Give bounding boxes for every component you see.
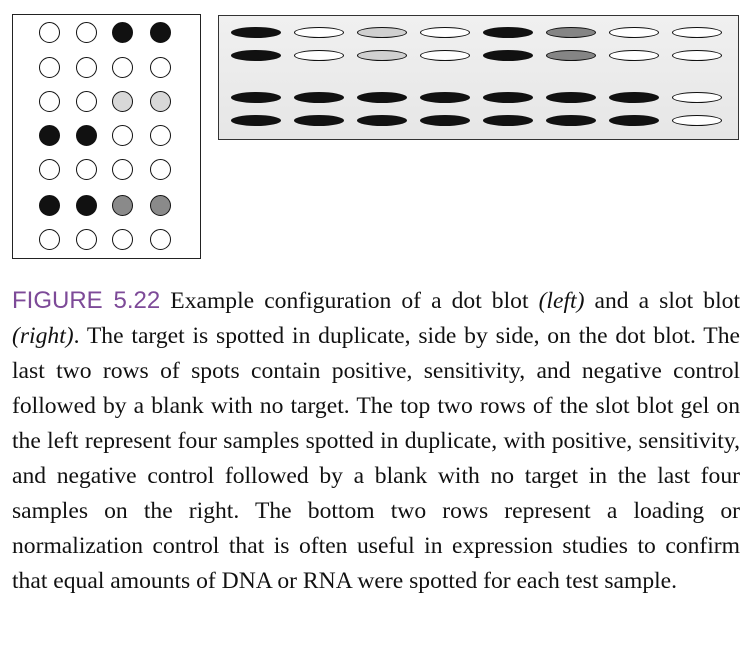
dot-spot [150, 229, 171, 250]
slot-band [420, 92, 470, 103]
slot-band [420, 50, 470, 61]
dot-spot [76, 159, 97, 180]
slot-band [672, 92, 722, 103]
slot-band [483, 92, 533, 103]
slot-band [420, 115, 470, 126]
dot-spot [112, 125, 133, 146]
slot-band [231, 27, 281, 38]
dot-spot [76, 229, 97, 250]
slot-band [483, 115, 533, 126]
slot-band [609, 115, 659, 126]
slot-band [294, 27, 344, 38]
caption-text-1: Example configuration of a dot blot [160, 288, 539, 314]
caption-text-2: and a slot blot [584, 288, 741, 314]
dot-spot [112, 22, 133, 43]
dot-spot [112, 195, 133, 216]
slot-band [546, 27, 596, 38]
dot-spot [112, 229, 133, 250]
slot-band [294, 115, 344, 126]
slot-band [231, 115, 281, 126]
figure-caption [12, 283, 740, 599]
slot-band [672, 50, 722, 61]
figure-label: FIGURE 5.22 [12, 287, 161, 314]
caption-italic-right: (right) [12, 323, 74, 349]
dot-spot [112, 57, 133, 78]
slot-band [357, 115, 407, 126]
dot-spot [150, 159, 171, 180]
dot-spot [39, 125, 60, 146]
dot-spot [76, 91, 97, 112]
dot-spot [76, 57, 97, 78]
slot-band [546, 92, 596, 103]
caption-text-3: . The target is spotted in duplicate, side by side, on the dot blot. The last two rows of spots contain positive, sensitivity, and negative control followed by a blank with no target. The top two rows of the slot blot gel on the left represent four samples spotted in duplicate, with positive, sensitivity, and negative control followed by a blank with no target in the last four samples on the right. The bottom two rows represent a loading or normalization control that is often useful in expression studies to confirm that equal amounts of DNA or RNA were spotted for each test sample. [12, 323, 740, 594]
slot-band [294, 92, 344, 103]
slot-band [231, 92, 281, 103]
dot-spot [39, 159, 60, 180]
slot-band [672, 27, 722, 38]
slot-band [231, 50, 281, 61]
dot-spot [76, 22, 97, 43]
dot-spot [150, 57, 171, 78]
dot-spot [39, 57, 60, 78]
dot-spot [39, 91, 60, 112]
dot-spot [112, 159, 133, 180]
slot-band [357, 27, 407, 38]
dot-spot [76, 125, 97, 146]
slot-band [609, 92, 659, 103]
slot-band [294, 50, 344, 61]
slot-band [609, 27, 659, 38]
dot-spot [76, 195, 97, 216]
slot-band [483, 50, 533, 61]
slot-band [357, 50, 407, 61]
dot-blot-panel [12, 14, 201, 259]
slot-band [420, 27, 470, 38]
slot-band [672, 115, 722, 126]
slot-band [609, 50, 659, 61]
dot-spot [150, 125, 171, 146]
slot-band [546, 115, 596, 126]
dot-spot [150, 22, 171, 43]
slot-band [357, 92, 407, 103]
dot-spot [39, 195, 60, 216]
dot-spot [39, 22, 60, 43]
dot-spot [112, 91, 133, 112]
dot-spot [150, 91, 171, 112]
dot-spot [39, 229, 60, 250]
caption-italic-left: (left) [538, 288, 585, 314]
slot-band [546, 50, 596, 61]
dot-spot [150, 195, 171, 216]
slot-band [483, 27, 533, 38]
slot-blot-panel [218, 15, 739, 140]
